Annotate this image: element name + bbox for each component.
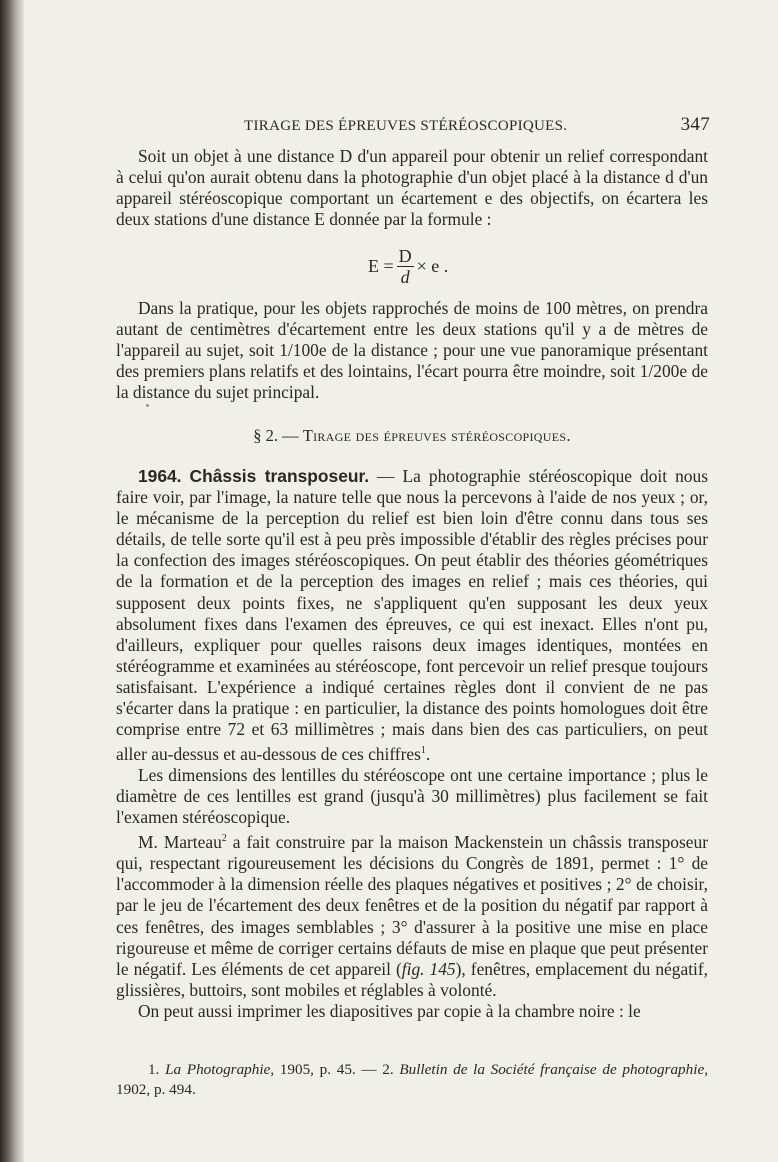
article-body-end: .	[425, 744, 431, 765]
footnote-ref-1: 1	[420, 745, 426, 757]
page-number: 347	[680, 114, 710, 135]
paragraph-practice	[116, 298, 708, 403]
paragraph-chassis	[116, 466, 708, 1022]
section-mark: § 2. —	[253, 426, 299, 445]
section-title: Tirage des épreuves stéréoscopiques.	[302, 426, 571, 445]
paragraph-text: Soit un objet à une distance D d'un appareil pour obtenir un relief correspondant à celui qu'on aurait obtenu dans la photographie d'un objet placé à la distance d d'un appareil stéréoscopique comportant un écartement e des objectifs, on écartera les deux stations d'une distance E donnée par la formule :	[116, 146, 708, 230]
formula-fraction	[397, 246, 414, 287]
article-number: 1964.	[138, 466, 182, 486]
formula-rhs: × e .	[416, 256, 449, 276]
article-heading: Châssis transposeur.	[189, 466, 370, 486]
footnote-2-title: Bulletin de la Société française de photographie	[399, 1061, 705, 1078]
book-spine	[0, 0, 24, 1162]
ink-speck	[146, 404, 149, 407]
formula-lhs: E =	[368, 256, 394, 276]
footnote-ref-2: 2	[221, 833, 227, 845]
paragraph-text: Les dimensions des lentilles du stéréoscope ont une certaine importance ; plus le diamètre de ces lentilles est grand (jusqu'à 30 millimètres) plus facilement se fait l'examen stéréoscopique.	[116, 765, 708, 828]
paragraph-text: Dans la pratique, pour les objets rapprochés de moins de 100 mètres, on prendra autant de centimètres d'écartement entre les deux stations qu'il y a de mètres de l'appareil au sujet, soit 1/100e de la distance ; pour une vue panoramique présentant des premiers plans relatifs et des lointains, l'écart pourra être moindre, soit 1/200e de la distance du sujet principal.	[116, 298, 708, 403]
paragraph-intro	[116, 146, 708, 230]
footnote-line	[116, 1060, 708, 1100]
formula-numerator: D	[398, 246, 412, 266]
running-title: TIRAGE DES ÉPREUVES STÉRÉOSCOPIQUES.	[244, 118, 568, 134]
paragraph-text	[116, 828, 708, 1001]
footnote-number: 1.	[148, 1061, 160, 1078]
figure-ref: fig. 145	[401, 958, 456, 979]
footnote-1-rest: , 1905, p. 45. — 2.	[270, 1061, 394, 1078]
marteau-start: M. Marteau	[138, 832, 222, 853]
footnote-1-title: La Photographie	[165, 1061, 271, 1078]
formula-denominator: d	[400, 267, 410, 287]
paragraph-text: On peut aussi imprimer les diapositives par copie à la chambre noire : le	[138, 1000, 641, 1021]
paragraph-text	[116, 466, 708, 765]
article-body: — La photographie stéréoscopique doit nous faire voir, par l'image, la nature telle que nous la percevons à l'aide de nos yeux ; or, le mécanisme de la perception du relief est bien loin d'être connu dans tous ses détails, de telle sorte qu'il est à peu près impossible d'établir des règles précises pour la confection des images stéréoscopiques. On peut établir des théories géométriques de la formation et de la perception des images en relief ; mais ces théories, qui supposent deux points fixes, ne s'appliquent qu'en supposant les deux yeux absolument fixes dans l'examen des épreuves, ce qui est inexact. Elles n'ont pu, d'ailleurs, expliquer pour quelles raisons deux images identiques, montées en stéréogramme et examinées au stéréoscope, font percevoir un relief presque toujours satisfaisant. L'expérience a indiqué certaines règles dont il convient de ne pas s'écarter dans la pratique : en particulier, la distance des points homologues doit être comprise entre 72 et 63 millimètres ; mais dans bien des cas particuliers, on peut aller au-dessus et au-dessous de ces chiffres	[116, 466, 708, 765]
footnotes	[116, 1060, 708, 1100]
footnote-2-rest: , 1902, p. 494.	[116, 1061, 709, 1098]
formula	[368, 246, 448, 287]
marteau-end: ), fenêtres, emplacement du négatif, glissières, buttoirs, sont mobiles et réglables à volonté.	[116, 958, 708, 1000]
marteau-middle: a fait construire par la maison Mackenstein un châssis transposeur qui, respectant rigoureusement les décisions du Congrès de 1891, permet : 1° de l'accommoder à la dimension réelle des plaques négatives et positives ; 2° de choisir, par le jeu de l'écartement des deux fenêtres et de la position du négatif par rapport à ces fenêtres, des images semblables ; 3° d'assurer à la positive une mise en place rigoureuse et même de corriger certains défauts de mise en plaque que peut présenter le négatif. Les éléments de cet appareil (	[116, 832, 708, 979]
section-heading	[116, 426, 708, 446]
